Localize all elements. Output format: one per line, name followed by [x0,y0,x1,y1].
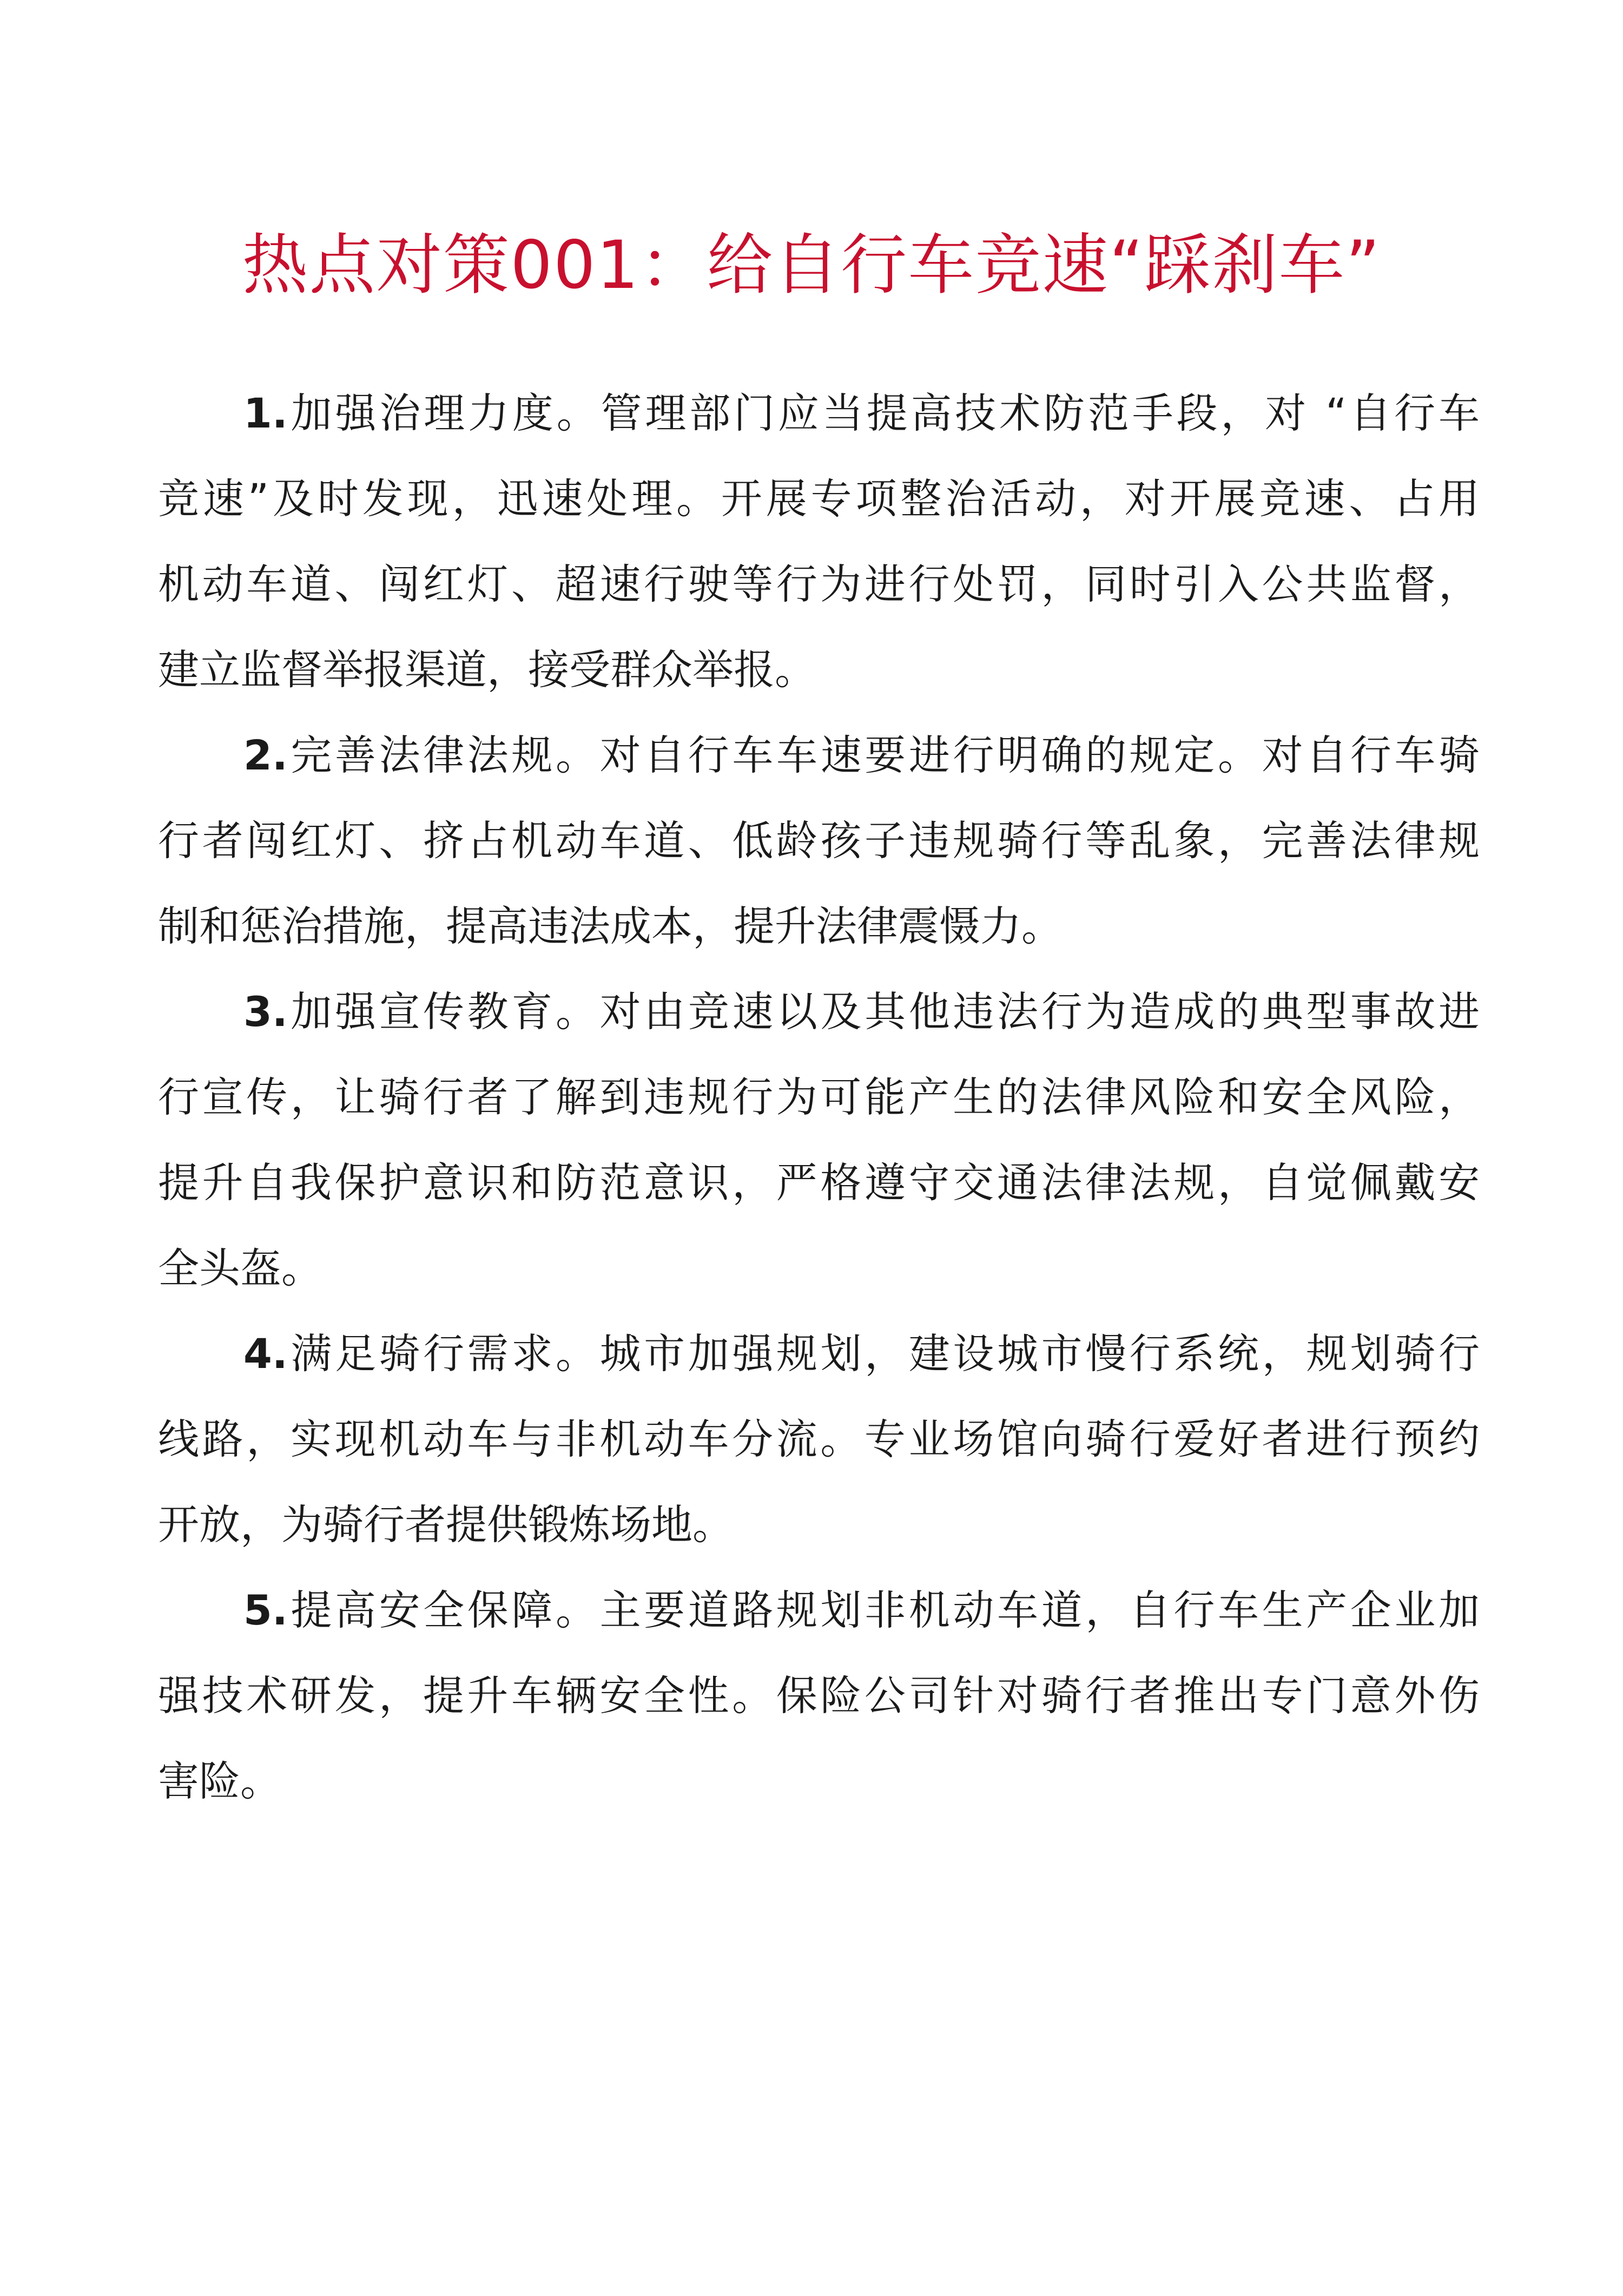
paragraph-line [158,627,1480,713]
paragraph-line [158,1397,1480,1482]
paragraph-number: 5. [243,1586,288,1634]
paragraph-1 [158,371,1480,713]
paragraph-line [158,884,1480,969]
paragraph-line [158,1140,1480,1226]
paragraph-4 [158,1311,1480,1568]
paragraph-text: 线路，实现机动车与非机动车分流。专业场馆向骑行爱好者进行预约 [158,1415,1480,1463]
paragraph-text: 行宣传，让骑行者了解到违规行为可能产生的法律风险和安全风险， [158,1073,1480,1121]
paragraph-5 [158,1568,1480,1824]
paragraph-text: 制和惩治措施，提高违法成本，提升法律震慑力。 [158,902,1063,950]
paragraph-line [158,456,1480,542]
paragraph-line [158,1739,1480,1824]
paragraph-number: 1. [243,389,288,437]
paragraph-number: 4. [243,1330,288,1378]
paragraph-text: 开放，为骑行者提供锻炼场地。 [158,1501,734,1549]
paragraph-line [158,1311,1480,1397]
paragraph-number: 2. [243,731,288,779]
paragraph-text: 害险。 [158,1757,281,1805]
paragraph-text: 提升自我保护意识和防范意识，严格遵守交通法律法规，自觉佩戴安 [158,1159,1480,1207]
paragraph-2 [158,713,1480,969]
paragraph-text: 行者闯红灯、挤占机动车道、低龄孩子违规骑行等乱象，完善法律规 [158,817,1480,865]
paragraph-text: 提高安全保障。主要道路规划非机动车道，自行车生产企业加 [287,1586,1480,1634]
paragraph-line [158,969,1480,1055]
paragraph-line [158,371,1480,456]
paragraph-line [158,1055,1480,1140]
paragraph-3 [158,969,1480,1311]
paragraph-text: 全头盔。 [158,1244,322,1292]
paragraph-text: 加强宣传教育。对由竞速以及其他违法行为造成的典型事故进 [287,988,1480,1036]
paragraph-line [158,1653,1480,1739]
paragraph-number: 3. [243,988,288,1036]
paragraph-text: 完善法律法规。对自行车车速要进行明确的规定。对自行车骑 [287,731,1480,779]
paragraph-text: 竞速”及时发现，迅速处理。开展专项整治活动，对开展竞速、占用 [158,475,1480,523]
paragraph-line [158,542,1480,627]
paragraph-text: 强技术研发，提升车辆安全性。保险公司针对骑行者推出专门意外伤 [158,1672,1480,1720]
paragraph-line [158,1482,1480,1568]
paragraph-text: 机动车道、闯红灯、超速行驶等行为进行处罚，同时引入公共监督， [158,560,1480,608]
paragraph-line [158,1226,1480,1311]
paragraph-line [158,798,1480,884]
paragraph-line [158,713,1480,798]
document-title: 热点对策001：给自行车竞速“踩刹车” [242,227,1381,304]
document-body [158,371,1480,1824]
paragraph-line [158,1568,1480,1653]
paragraph-text: 加强治理力度。管理部门应当提高技术防范手段，对 “自行车 [287,389,1480,437]
paragraph-text: 建立监督举报渠道，接受群众举报。 [158,646,816,694]
paragraph-text: 满足骑行需求。城市加强规划，建设城市慢行系统，规划骑行 [287,1330,1480,1378]
